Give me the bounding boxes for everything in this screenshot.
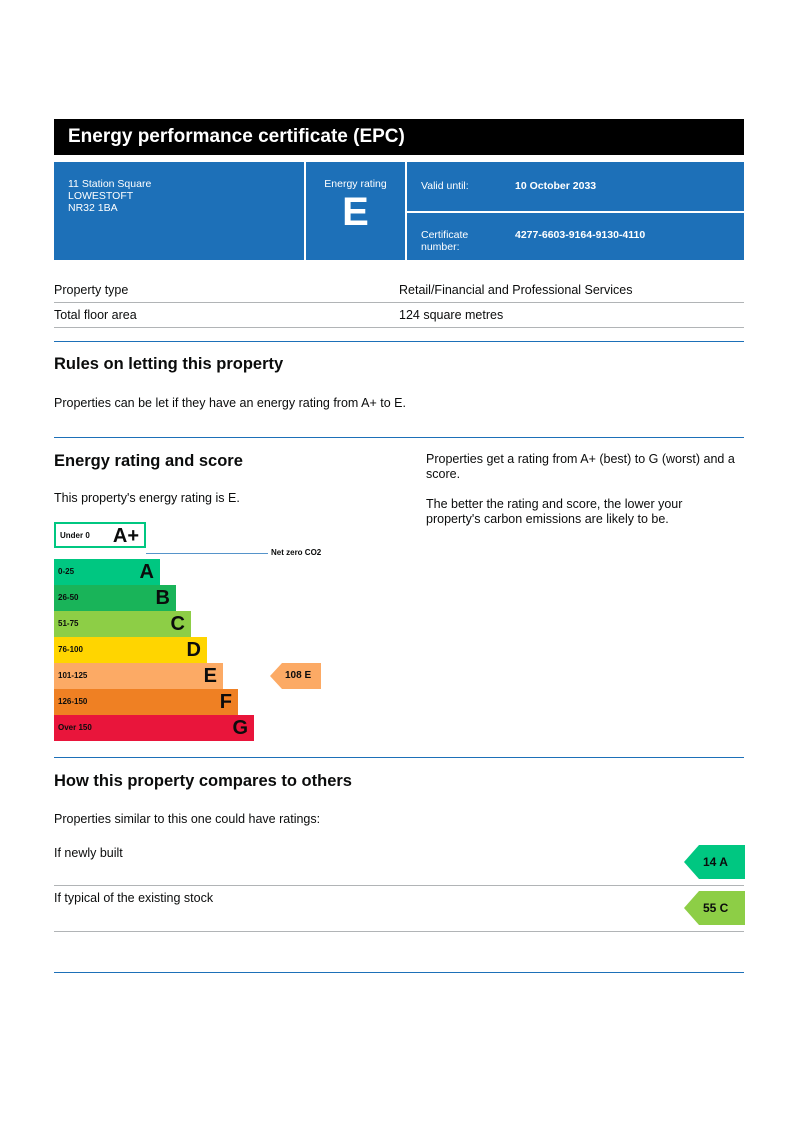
- band-range: 51-75: [58, 619, 79, 628]
- rating-explanation-1: Properties get a rating from A+ (best) to G (worst) and a score.: [426, 452, 735, 481]
- band-range: 26-50: [58, 593, 79, 602]
- net-zero-label: Net zero CO2: [271, 548, 322, 557]
- section-divider: [54, 341, 744, 342]
- rating-band-d: [54, 637, 207, 663]
- band-range: Over 150: [58, 723, 92, 732]
- rating-band-aplus: [54, 522, 146, 548]
- band-letter: G: [232, 717, 248, 739]
- compare-text: Properties similar to this one could have ratings:: [54, 812, 321, 826]
- newly-built-badge: 14 A: [703, 855, 728, 869]
- rating-band-a: [54, 559, 160, 585]
- rating-band-c: [54, 611, 191, 637]
- net-zero-line: [146, 553, 268, 554]
- certificate-number-box: [407, 213, 744, 260]
- valid-until-label: Valid until:: [421, 180, 469, 192]
- floor-area-value: 124 square metres: [399, 308, 504, 322]
- energy-rating-label: Energy rating: [324, 178, 387, 190]
- band-range: 0-25: [58, 567, 75, 576]
- rating-band-g: [54, 715, 254, 741]
- band-letter: D: [186, 639, 201, 661]
- band-letter: B: [155, 587, 170, 609]
- band-range: 126-150: [58, 697, 88, 706]
- typical-stock-rating: [684, 891, 745, 925]
- address-line-1: 11 Station Square: [68, 178, 152, 190]
- divider: [54, 327, 744, 328]
- newly-built-label: If newly built: [54, 846, 123, 860]
- current-rating-label: 108 E: [285, 670, 312, 681]
- rating-band-e: [54, 663, 223, 689]
- section-divider: [54, 972, 744, 973]
- current-rating-marker: [270, 663, 321, 689]
- energy-rating-letter: E: [342, 190, 369, 234]
- section-divider: [54, 437, 744, 438]
- valid-until-box: [407, 162, 744, 211]
- band-range: 76-100: [58, 645, 83, 654]
- page-title: Energy performance certificate (EPC): [68, 126, 405, 147]
- divider: [54, 931, 744, 932]
- band-letter: C: [170, 613, 185, 635]
- section-divider: [54, 757, 744, 758]
- rules-text: Properties can be let if they have an energy rating from A+ to E.: [54, 396, 406, 410]
- certificate-number-label: Certificate number:: [421, 229, 469, 253]
- band-range: Under 0: [60, 531, 90, 540]
- rating-band-b: [54, 585, 176, 611]
- band-letter: E: [203, 665, 217, 687]
- band-letter: A+: [112, 525, 139, 547]
- rating-band-f: [54, 689, 238, 715]
- valid-until-date: 10 October 2033: [515, 180, 597, 192]
- divider: [54, 885, 744, 886]
- property-type-label: Property type: [54, 283, 129, 297]
- newly-built-rating: [684, 845, 745, 879]
- rules-heading: Rules on letting this property: [54, 355, 284, 373]
- compare-heading: How this property compares to others: [54, 772, 352, 790]
- typical-stock-label: If typical of the existing stock: [54, 891, 214, 905]
- band-letter: A: [139, 561, 154, 583]
- address-box: [54, 162, 304, 260]
- rating-explanation-2: The better the rating and score, the lower your property's carbon emissions are likely to be.: [426, 497, 683, 526]
- typical-stock-badge: 55 C: [703, 901, 729, 915]
- rating-heading: Energy rating and score: [54, 452, 243, 470]
- floor-area-label: Total floor area: [54, 308, 137, 322]
- band-letter: F: [219, 691, 232, 713]
- address-line-3: NR32 1BA: [68, 202, 118, 214]
- rating-text: This property's energy rating is E.: [54, 491, 240, 505]
- energy-rating-box: [306, 162, 405, 260]
- address-line-2: LOWESTOFT: [68, 190, 134, 202]
- certificate-number: 4277-6603-9164-9130-4110: [515, 229, 646, 241]
- page-title-bar: [54, 119, 744, 155]
- band-range: 101-125: [58, 671, 88, 680]
- property-type-value: Retail/Financial and Professional Services: [399, 283, 633, 297]
- divider: [54, 302, 744, 303]
